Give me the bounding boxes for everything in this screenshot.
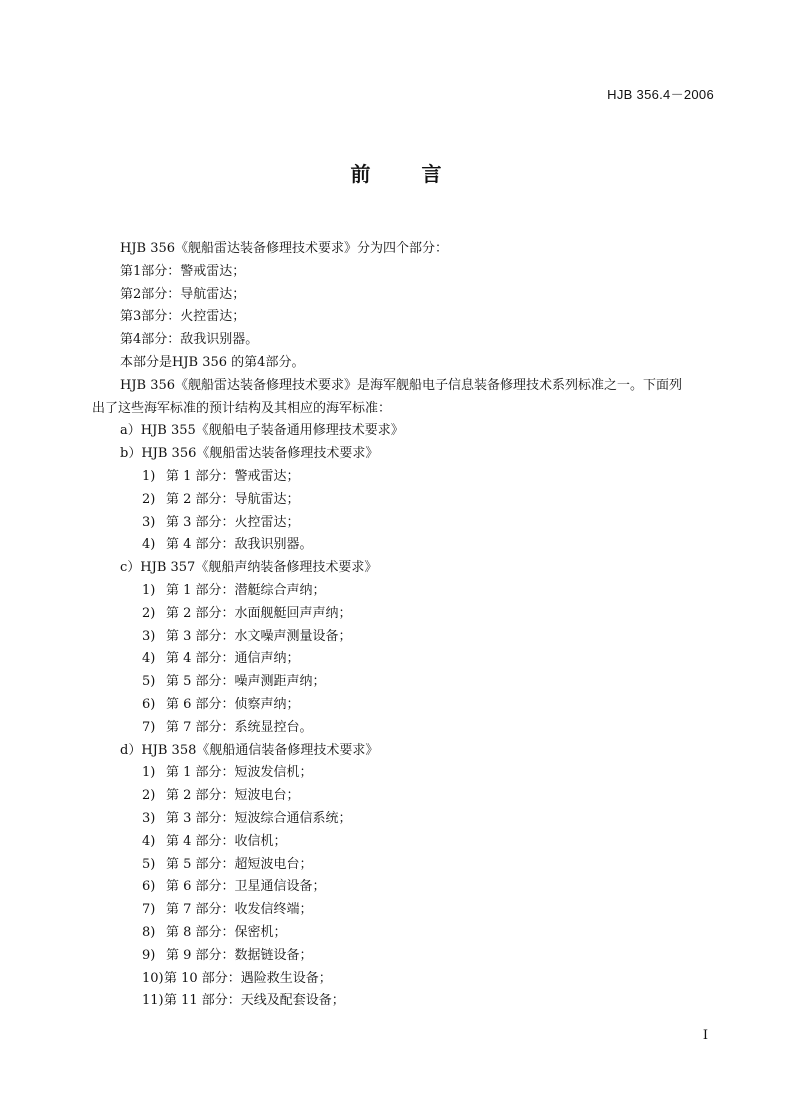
part-item: 第2部分：导航雷达；	[120, 286, 246, 302]
list-item-text: 第 4 部分：通信声纳；	[166, 651, 300, 667]
page-title: 前 言	[350, 162, 464, 186]
list-item-text: 第 3 部分：短波综合通信系统；	[166, 810, 352, 826]
list-item	[0, 626, 792, 649]
list-item-number: 2)	[142, 491, 156, 507]
list-item	[0, 831, 792, 854]
list-item	[0, 785, 792, 808]
list-item	[0, 808, 792, 831]
list-item	[0, 922, 792, 945]
list-item-text: 第 1 部分：短波发信机；	[166, 765, 313, 781]
list-item-text: 第 1 部分：潜艇综合声纳；	[166, 582, 326, 598]
list-item-number: 3)	[142, 628, 156, 644]
list-item-number: 8)	[142, 924, 156, 940]
list-item	[0, 534, 792, 557]
list-item-number: 10)	[142, 970, 164, 986]
list-item-number: 6)	[142, 879, 156, 895]
list-item-text: 第 11 部分：天线及配套设备；	[164, 993, 345, 1009]
list-item-text: 第 5 部分：噪声测距声纳；	[166, 674, 326, 690]
list-item-number: 1)	[142, 765, 156, 781]
standard-heading-b: b）HJB 356《舰船雷达装备修理技术要求》	[120, 446, 379, 462]
list-item-number: 6)	[142, 696, 156, 712]
list-item-text: 第 8 部分：保密机；	[166, 924, 287, 940]
list-item-text: 第 2 部分：导航雷达；	[166, 491, 300, 507]
list-item-number: 3)	[142, 514, 156, 530]
list-item	[0, 648, 792, 671]
list-item-number: 7)	[142, 719, 156, 735]
list-item-number: 2)	[142, 605, 156, 621]
list-item	[0, 694, 792, 717]
standard-heading-c: c）HJB 357《舰船声纳装备修理技术要求》	[120, 560, 378, 576]
list-item-number: 3)	[142, 810, 156, 826]
list-item-text: 第 9 部分：数据链设备；	[166, 947, 313, 963]
page-number: I	[702, 1028, 708, 1043]
list-item-number: 1)	[142, 582, 156, 598]
list-item-number: 9)	[142, 947, 156, 963]
list-item-number: 2)	[142, 788, 156, 804]
list-item	[0, 968, 792, 991]
standard-code: HJB 356.4－2006	[607, 87, 714, 102]
list-item	[0, 489, 792, 512]
part-item: 第4部分：敌我识别器。	[120, 332, 259, 348]
list-item-number: 11)	[142, 993, 164, 1009]
list-item	[0, 990, 792, 1013]
foreword-body	[0, 238, 792, 1013]
list-item-text: 第 5 部分：超短波电台；	[166, 856, 313, 872]
list-item	[0, 899, 792, 922]
list-item	[0, 603, 792, 626]
list-item-number: 5)	[142, 856, 156, 872]
list-item-number: 1)	[142, 468, 156, 484]
list-item	[0, 717, 792, 740]
list-item-number: 4)	[142, 651, 156, 667]
list-item-text: 第 10 部分：遇险救生设备；	[164, 970, 332, 986]
list-item	[0, 762, 792, 785]
list-item-text: 第 7 部分：系统显控台。	[166, 719, 313, 735]
standard-heading-d: d）HJB 358《舰船通信装备修理技术要求》	[120, 742, 379, 758]
list-item	[0, 580, 792, 603]
list-item	[0, 671, 792, 694]
this-part-statement: 本部分是HJB 356 的第4部分。	[120, 354, 305, 370]
list-item-number: 5)	[142, 674, 156, 690]
series-paragraph-line: 出了这些海军标准的预计结构及其相应的海军标准：	[92, 400, 392, 416]
list-item-number: 4)	[142, 537, 156, 553]
list-item-text: 第 6 部分：侦察声纳；	[166, 696, 300, 712]
list-item	[0, 512, 792, 535]
list-item	[0, 466, 792, 489]
list-item-text: 第 3 部分：水文噪声测量设备；	[166, 628, 352, 644]
list-item	[0, 945, 792, 968]
part-item: 第3部分：火控雷达；	[120, 309, 246, 325]
list-item	[0, 876, 792, 899]
list-item-text: 第 4 部分：敌我识别器。	[166, 537, 313, 553]
list-item-number: 7)	[142, 902, 156, 918]
standard-heading-a: a）HJB 355《舰船电子装备通用修理技术要求》	[120, 423, 404, 439]
list-item	[0, 854, 792, 877]
list-item-text: 第 7 部分：收发信终端；	[166, 902, 313, 918]
list-item-text: 第 3 部分：火控雷达；	[166, 514, 300, 530]
list-item-text: 第 4 部分：收信机；	[166, 833, 287, 849]
part-item: 第1部分：警戒雷达；	[120, 263, 246, 279]
list-item-text: 第 2 部分：水面舰艇回声声纳；	[166, 605, 352, 621]
intro-line: HJB 356《舰船雷达装备修理技术要求》分为四个部分：	[120, 241, 449, 256]
list-item-text: 第 2 部分：短波电台；	[166, 788, 300, 804]
list-item-text: 第 6 部分：卫星通信设备；	[166, 879, 326, 895]
list-item-number: 4)	[142, 833, 156, 849]
series-paragraph-line: HJB 356《舰船雷达装备修理技术要求》是海军舰船电子信息装备修理技术系列标准之一。下面列	[120, 377, 683, 393]
list-item-text: 第 1 部分：警戒雷达；	[166, 468, 300, 484]
